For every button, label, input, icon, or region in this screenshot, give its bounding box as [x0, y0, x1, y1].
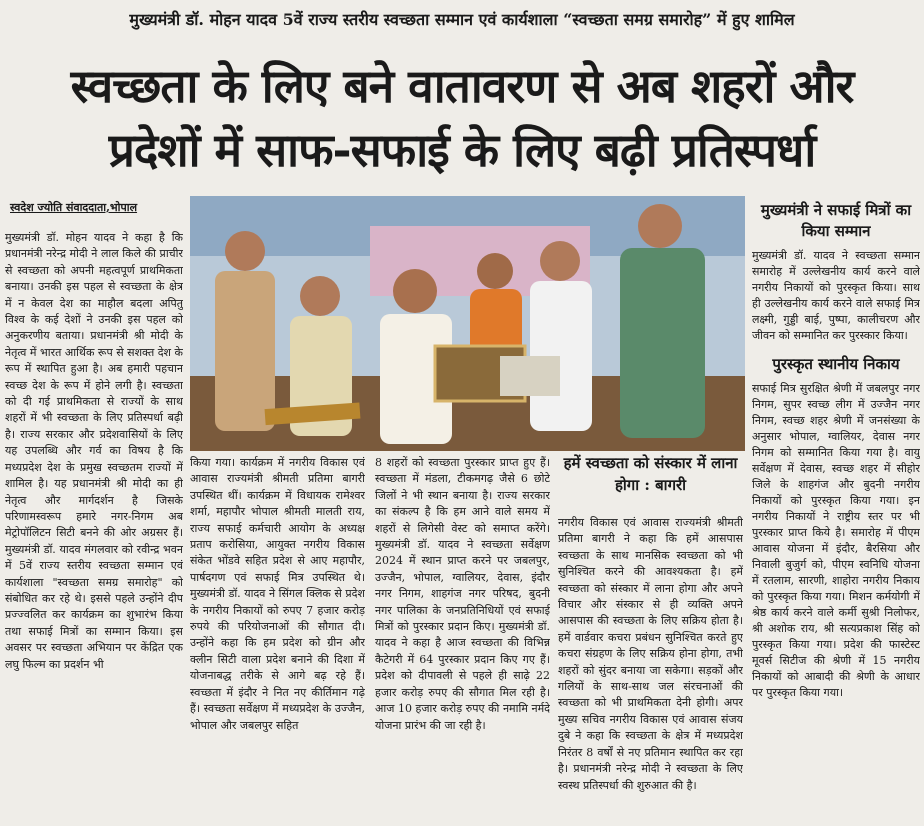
article-column-1: मुख्यमंत्री डॉ. मोहन यादव ने कहा है कि प्रधानमंत्री नरेन्द्र मोदी ने लाल किले की प्राचीर से स्वच्छता को अपनी महत्वपूर्ण प्राथमिकता बनाया। उनकी इस पहल से स्वच्छता के क्षेत्र में न केवल देश का माहौल बदला अपितु विश्व के कई देशों ने उनकी इस पहल को अनुकरणीय बताया। प्रधानमंत्री श्री मोदी के नेतृत्व में भारत आर्थिक रूप से सशक्त देश के रूप में स्थापित हुआ है। अब हमारी पहचान स्वच्छ देश के रूप में होने लगी है। स्वच्छता को दी गई प्राथमिकता से राज्यों के साथ शहरों में भी स्वच्छता के लिए प्रतिस्पर्धा बढ़ी है। राज्य सरकार और प्रदेशवासियों के लिए यह उपलब्धि और गर्व का विषय है कि मध्यप्रदेश देश के प्रमुख स्वच्छतम राज्यों में शामिल है। यह प्रधानमंत्री श्री मोदी का ही नेतृत्व और मार्गदर्शन है जिसके परिणामस्वरूप हमारे नगर-निगम अब मेट्रोपॉलिटन सिटी बनने की ओर अग्रसर हैं। मुख्यमंत्री डॉ. यादव मंगलवार को रवीन्द्र भवन में 5वें राज्य स्तरीय स्वच्छता सम्मान एवं कार्यशाला "स्वच्छता समग्र समारोह" को संबोधित कर रहे थे। इससे पहले उन्होंने दीप प्रज्ज्वलित कर कार्यक्रम का शुभारंभ किया तथा सफाई मित्रों का सम्मान किया। इस अवसर पर स्वच्छता अभियान पर केंद्रित एक लघु फिल्म का प्रदर्शन भी: [5, 231, 183, 671]
byline: स्वदेश ज्योति संवाददाता,भोपाल: [10, 201, 138, 214]
award-ceremony-image: [190, 196, 745, 451]
sidebar-title-awarded-bodies: पुरस्कृत स्थानीय निकाय: [772, 355, 900, 373]
sidebar-body-awarded-bodies: सफाई मित्र सुरक्षित श्रेणी में जबलपुर नगर निगम, सुपर स्वच्छ लीग में उज्जैन नगर निगम, स्वच्छ शहर श्रेणी में जनसंख्या के अनुसार भोपाल, ग्वालियर, देवास नगर निगम को सम्मानित किया गया है। वायु सर्वेक्षण में देवास, स्वच्छ शहर में सीहोर जिले के शाहगंज और बुदनी नगरीय निकायों को पुरस्कृत किया गया। इन नगरीय निकायों ने राष्ट्रीय स्तर पर भी पुरस्कार प्राप्त किये है। समारोह में पीएम आवास योजना में इंदौर, बैरसिया और निवाली बुजुर्ग को, पीएम स्वनिधि योजना में रतलाम, सारणी, शाहोरा नगरीय निकाय को पुरस्कृत किया गया। मिशन कर्मयोगी में श्रेष्ठ कार्य करने वाले कर्मी सुश्री निलोफर, श्री अशोक राय, श्री सत्यप्रकाश सिंह को पुरस्कृत किया गया। प्रदेश की फास्टेस्ट मूवर्स सिटीज की श्रेणी में 15 नगरीय निकायों को आबादी की श्रेणी के आधार पर पुरस्कृत किया गया।: [752, 382, 920, 699]
article-column-2: किया गया। कार्यक्रम में नगरीय विकास एवं आवास राज्यमंत्री श्रीमती प्रतिमा बागरी उपस्थित थीं। कार्यक्रम में विधायक रामेश्वर शर्मा, महापौर भोपाल श्रीमती मालती राय, राज्य सफाई कर्मचारी आयोग के अध्यक्ष प्रताप करोसिया, आयुक्त नगरीय विकास संकेत भोंडवे सहित प्रदेश से आए महापौर, पार्षदगण एवं सफाई मित्र उपस्थित थे। मुख्यमंत्री डॉ. यादव ने सिंगल क्लिक से प्रदेश के नगरीय निकायों को रुपए 7 हजार करोड़ रुपये की परियोजनाओं की सौगात दी। उन्होंने कहा कि हम प्रदेश को ग्रीन और क्लीन सिटी वाला प्रदेश बनाने की दिशा में योजनाबद्ध तरीके से आगे बढ़ रहे हैं। स्वच्छता में इंदौर ने नित नए कीर्तिमान गढ़े हैं। स्वच्छता सर्वेक्षण में मध्यप्रदेश के उज्जैन, भोपाल और जबलपुर सहित: [190, 456, 365, 732]
headline-line-2: प्रदेशों में साफ-सफाई के लिए बढ़ी प्रतिस्पर्धा: [108, 123, 816, 177]
article-column-4: नगरीय विकास एवं आवास राज्यमंत्री श्रीमती प्रतिमा बागरी ने कहा कि हमें आसपास स्वच्छता के साथ मानसिक स्वच्छता को भी सुनिश्चित करने की आवश्यकता है। हमें स्वच्छता को संस्कार में लाना होगा और अपने विचार और संस्कार से ही व्यक्ति अपने आसपास की स्वच्छता के लिए सक्रिय होता है। हमें वार्डवार कचरा प्रबंधन सुनिश्चित करते हुए कचरा संग्रहण के लिए सक्रिय होना होगा, तभी शहरों को सुंदर बनाया जा सकेगा। सड़कों और गलियों के साथ-साथ जल संरचनाओं की स्वच्छता को भी प्राथमिकता देनी होगी। अपर मुख्य सचिव नगरीय विकास एवं आवास संजय दुबे ने कहा कि स्वच्छता के क्षेत्र में मध्यप्रदेश निरंतर 8 वर्षों से नए प्रतिमान स्थापित कर रहा है। प्रधानमंत्री नरेन्द्र मोदी ने स्वच्छता के लिए स्वस्थ प्रतिस्पर्धा की शुरुआत की है।: [558, 516, 743, 792]
article-column-3: 8 शहरों को स्वच्छता पुरस्कार प्राप्त हुए हैं। स्वच्छता में मंडला, टीकमगढ़ जैसे 6 छोटे जिलों ने भी स्थान बनाया है। राज्य सरकार का संकल्प है कि हम आने वाले समय में शहरों से लिगेसी वेस्ट को समाप्त करेंगे। मुख्यमंत्री डॉ. यादव ने स्वच्छता सर्वेक्षण 2024 में स्थान प्राप्त करने पर जबलपुर, उज्जैन, भोपाल, ग्वालियर, देवास, इंदौर नगर निगम, शाहगंज नगर परिषद, बुदनी नगर पालिका के जनप्रतिनिधियों एवं सफाई मित्रों को पुरस्कार प्रदान किए। मुख्यमंत्री डॉ. यादव ने कहा है आज स्वच्छता की विभिन्न कैटेगरी में 64 पुरस्कार प्रदान किए गए हैं। प्रदेश को दीपावली से पहले ही साढ़े 22 हजार करोड़ रुपए की सौगात मिल रही है। आज 10 हजार करोड़ रुपए की नमामि नर्मदे योजना प्रारंभ की जा रही है।: [375, 456, 550, 732]
article-headline: [0, 54, 924, 182]
headline-line-1: स्वच्छता के लिए बने वातावरण से अब शहरों और: [70, 59, 854, 113]
column-4-subhead: हमें स्वच्छता को संस्कार में लाना होगा : बागरी: [563, 454, 738, 494]
sidebar: [752, 200, 920, 822]
sidebar-body-honor: मुख्यमंत्री डॉ. यादव ने स्वच्छता सम्मान समारोह में उल्लेखनीय कार्य करने वाले नगरीय निकायों को पुरस्कृत किया। साथ ही उल्लेखनीय कार्य करने वाले सफाई मित्र लक्ष्मी, गुड्डी बाई, पुष्पा, कालीचरण और जीवन को सम्मानित कर पुरस्कार किया।: [752, 249, 920, 342]
sidebar-title-honor: मुख्यमंत्री ने सफाई मित्रों का किया सम्मान: [760, 201, 912, 240]
article-kicker: मुख्यमंत्री डॉ. मोहन यादव 5वें राज्य स्तरीय स्वच्छता सम्मान एवं कार्यशाला “स्वच्छता समग्र समारोह” में हुए शामिल: [129, 10, 795, 29]
event-photo: [190, 196, 745, 451]
